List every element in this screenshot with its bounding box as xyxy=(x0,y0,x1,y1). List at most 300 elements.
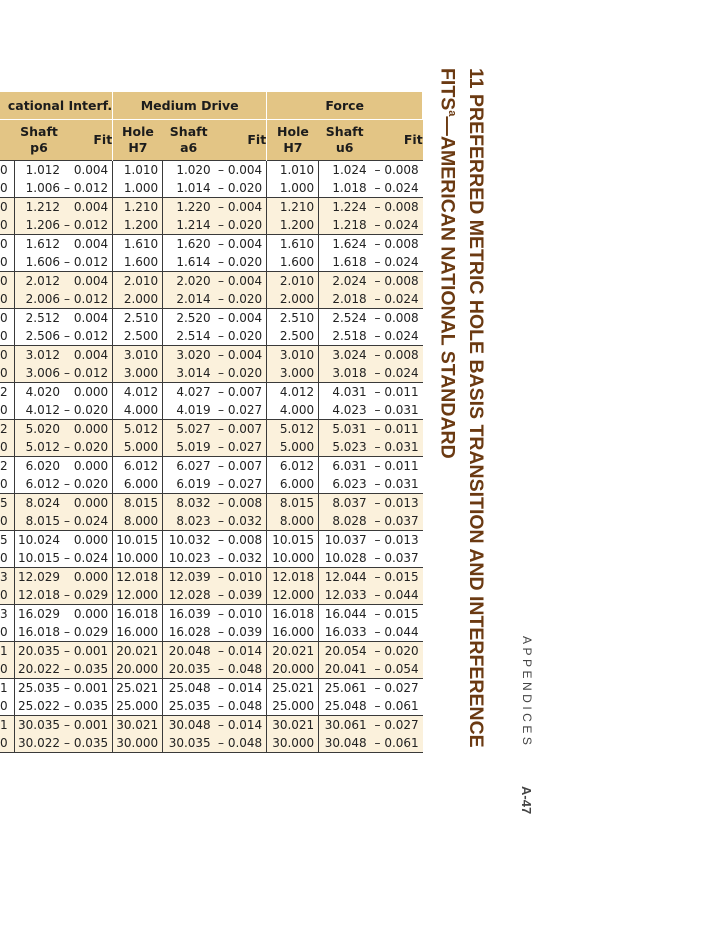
table-cell: 1.210 xyxy=(113,198,163,217)
table-cell: 3.010 xyxy=(267,346,319,365)
table-cell: 10.015 xyxy=(267,531,319,550)
table-cell: 0.004 xyxy=(64,161,113,180)
table-cell: 0 xyxy=(0,625,8,639)
table-cell: 6.000 xyxy=(113,475,163,494)
table-cell: 1.600 xyxy=(267,253,319,272)
table-cell: – 0.008 xyxy=(371,235,423,254)
table-row xyxy=(0,679,423,698)
table-cell: 0 xyxy=(0,329,8,343)
table-cell: 5.019 xyxy=(163,438,215,457)
table-cell: 0.000 xyxy=(64,457,113,476)
table-cell: 8.000 xyxy=(267,512,319,531)
table-cell: 1.612 xyxy=(14,235,64,254)
table-cell: 12.033 xyxy=(319,586,371,605)
table-cell: 25.048 xyxy=(319,697,371,716)
table-cell: 3.018 xyxy=(319,364,371,383)
table-cell: 0 xyxy=(0,181,8,195)
table-cell: – 0.027 xyxy=(215,438,267,457)
table-cell: 16.000 xyxy=(113,623,163,642)
table-cell: 0 xyxy=(0,255,8,269)
table-cell: 25.000 xyxy=(113,697,163,716)
table-row xyxy=(0,586,423,605)
col-header-shaft-u6: Shaft u6 xyxy=(319,120,371,161)
table-cell: 0.004 xyxy=(64,309,113,328)
table-cell: 20.021 xyxy=(267,642,319,661)
table-cell: 0.004 xyxy=(64,346,113,365)
table-row xyxy=(0,327,423,346)
table-cell: 25.021 xyxy=(267,679,319,698)
table-cell: – 0.008 xyxy=(371,346,423,365)
table-cell: 6.019 xyxy=(163,475,215,494)
table-cell: 1.010 xyxy=(113,161,163,180)
table-cell: 25.061 xyxy=(319,679,371,698)
group-medium-drive: Medium Drive xyxy=(113,92,267,120)
table-cell: 2.500 xyxy=(267,327,319,346)
table-cell: – 0.020 xyxy=(64,403,109,417)
table-cell: 25.021 xyxy=(113,679,163,698)
table-cell: 0 xyxy=(0,364,14,383)
table-cell: – 0.048 xyxy=(218,699,263,713)
table-cell: 16.000 xyxy=(267,623,319,642)
table-cell: – 0.012 xyxy=(64,290,113,309)
table-cell: 30.000 xyxy=(267,734,319,753)
table-cell: 1.620 xyxy=(163,235,215,254)
table-cell: 5.000 xyxy=(113,438,163,457)
table-cell: 0.000 xyxy=(64,494,113,513)
table-cell: 8.015 xyxy=(267,494,319,513)
table-cell: 10.037 xyxy=(319,531,371,550)
table-cell: 2.524 xyxy=(319,309,371,328)
table-cell: 30.021 xyxy=(113,716,163,735)
table-cell: 0 xyxy=(0,512,14,531)
table-cell: – 0.037 xyxy=(374,551,419,565)
table-cell: – 0.004 xyxy=(215,198,267,217)
table-cell: – 0.014 xyxy=(215,642,267,661)
table-cell: 25.048 xyxy=(163,679,215,698)
table-cell: 30.000 xyxy=(113,734,163,753)
col-header-shaft-p6: Shaft p6 xyxy=(14,120,64,161)
table-cell: 20.048 xyxy=(163,642,215,661)
column-header-row xyxy=(0,120,423,161)
table-row xyxy=(0,568,423,587)
table-cell: 6.020 xyxy=(14,457,64,476)
table-row xyxy=(0,235,423,254)
table-cell: 10.023 xyxy=(163,549,215,568)
table-cell: – 0.024 xyxy=(371,364,423,383)
table-cell: 4.012 xyxy=(267,383,319,402)
table-cell: – 0.015 xyxy=(371,568,423,587)
table-cell: – 0.012 xyxy=(64,255,109,269)
table-cell: – 0.048 xyxy=(215,660,267,679)
fits-table xyxy=(0,92,423,753)
table-cell: 5.020 xyxy=(14,420,64,439)
table-cell: 16.018 xyxy=(267,605,319,624)
table-cell: 6.012 xyxy=(113,457,163,476)
table-cell: – 0.004 xyxy=(215,235,267,254)
table-cell: 4.023 xyxy=(319,401,371,420)
table-cell: – 0.024 xyxy=(371,290,423,309)
table-cell: – 0.031 xyxy=(374,477,419,491)
table-cell: 2.018 xyxy=(319,290,371,309)
table-cell: 0 xyxy=(0,290,14,309)
table-cell: – 0.015 xyxy=(371,605,423,624)
table-cell: 1.624 xyxy=(319,235,371,254)
table-row xyxy=(0,697,423,716)
table-cell: – 0.027 xyxy=(218,477,263,491)
table-cell: 3.024 xyxy=(319,346,371,365)
table-cell: 2 xyxy=(0,383,14,402)
table-cell: – 0.004 xyxy=(215,309,267,328)
table-cell: 12.029 xyxy=(14,568,64,587)
table-cell: 2.024 xyxy=(319,272,371,291)
table-row xyxy=(0,642,423,661)
table-cell: 1.200 xyxy=(113,216,163,235)
table-cell: 3.010 xyxy=(113,346,163,365)
group-header-row xyxy=(0,92,423,120)
table-row xyxy=(0,623,423,642)
table-cell: 5.012 xyxy=(267,420,319,439)
table-cell: 1.000 xyxy=(113,179,163,198)
table-cell: 5.000 xyxy=(267,438,319,457)
table-cell: 25.022 xyxy=(14,697,64,716)
table-cell: 4.012 xyxy=(113,383,163,402)
table-row xyxy=(0,531,423,550)
table-cell: – 0.020 xyxy=(218,181,263,195)
table-cell: 16.018 xyxy=(113,605,163,624)
table-cell: 4.019 xyxy=(163,401,215,420)
table-cell: 2.514 xyxy=(163,327,215,346)
table-cell: – 0.004 xyxy=(215,161,267,180)
table-cell: – 0.039 xyxy=(215,586,267,605)
table-cell: 20.021 xyxy=(113,642,163,661)
table-row xyxy=(0,716,423,735)
table-cell: 30.048 xyxy=(163,716,215,735)
table-cell: – 0.035 xyxy=(64,660,113,679)
table-cell: 1.014 xyxy=(163,179,215,198)
table-cell: 2.014 xyxy=(163,290,215,309)
table-cell: – 0.024 xyxy=(64,512,113,531)
table-cell: 1.220 xyxy=(163,198,215,217)
table-cell: 6.027 xyxy=(163,457,215,476)
table-cell: 1.012 xyxy=(14,161,64,180)
table-cell: 1.210 xyxy=(267,198,319,217)
table-cell: – 0.008 xyxy=(371,198,423,217)
table-cell: 1.214 xyxy=(163,216,215,235)
col-header-shaft-a6: Shaft a6 xyxy=(163,120,215,161)
table-cell: – 0.010 xyxy=(215,605,267,624)
table-cell: 1.200 xyxy=(267,216,319,235)
table-cell: 3.006 xyxy=(14,364,64,383)
table-cell: 6.023 xyxy=(319,475,371,494)
table-row xyxy=(0,475,423,494)
table-cell: – 0.035 xyxy=(64,734,113,753)
table-cell: 0.000 xyxy=(64,383,113,402)
table-cell: 2.020 xyxy=(163,272,215,291)
table-cell: 2.520 xyxy=(163,309,215,328)
table-row xyxy=(0,364,423,383)
table-cell: – 0.014 xyxy=(215,716,267,735)
table-cell: 3.000 xyxy=(113,364,163,383)
table-cell: 0 xyxy=(0,161,14,180)
table-cell: 20.035 xyxy=(14,642,64,661)
table-cell: 8.023 xyxy=(163,512,215,531)
table-row xyxy=(0,605,423,624)
table-cell: 2 xyxy=(0,420,14,439)
table-cell: 10.000 xyxy=(113,549,163,568)
table-title xyxy=(436,68,489,768)
table-cell: 1.606 xyxy=(14,253,64,272)
table-cell: 1 xyxy=(0,642,14,661)
table-cell: 1.020 xyxy=(163,161,215,180)
table-cell: 5 xyxy=(0,531,14,550)
col-header-fit: Fit xyxy=(64,120,113,161)
table-cell: 25.035 xyxy=(14,679,64,698)
table-cell: – 0.014 xyxy=(215,679,267,698)
table-cell: 1.600 xyxy=(113,253,163,272)
table-cell: – 0.020 xyxy=(64,438,113,457)
table-cell: 2.500 xyxy=(113,327,163,346)
table-cell: 0.000 xyxy=(64,568,113,587)
table-cell: 30.035 xyxy=(163,734,215,753)
table-cell: – 0.004 xyxy=(215,272,267,291)
table-cell: 1.618 xyxy=(319,253,371,272)
col-header-hole-h7: Hole H7 xyxy=(113,120,163,161)
table-cell: 2.000 xyxy=(267,290,319,309)
table-cell: 4.012 xyxy=(14,401,64,420)
table-cell: 8.024 xyxy=(14,494,64,513)
table-cell: 5.023 xyxy=(319,438,371,457)
table-cell: 12.028 xyxy=(163,586,215,605)
table-cell: – 0.024 xyxy=(374,181,419,195)
table-cell: 0.004 xyxy=(64,198,113,217)
table-cell: 2.010 xyxy=(113,272,163,291)
table-cell: 10.032 xyxy=(163,531,215,550)
table-cell: 8.032 xyxy=(163,494,215,513)
table-cell: 20.000 xyxy=(113,660,163,679)
table-cell: – 0.001 xyxy=(64,642,113,661)
table-cell: 30.061 xyxy=(319,716,371,735)
table-cell: 4.031 xyxy=(319,383,371,402)
table-cell: 25.035 xyxy=(163,697,215,716)
table-cell: 0.000 xyxy=(64,531,113,550)
table-cell: 4.020 xyxy=(14,383,64,402)
table-row xyxy=(0,401,423,420)
group-force: Force xyxy=(267,92,423,120)
table-cell: 1 xyxy=(0,716,14,735)
table-cell: – 0.020 xyxy=(218,329,263,343)
table-cell: 20.054 xyxy=(319,642,371,661)
table-cell: 0 xyxy=(0,403,8,417)
table-cell: 2.010 xyxy=(267,272,319,291)
table-cell: 4.000 xyxy=(267,401,319,420)
table-cell: 1.610 xyxy=(113,235,163,254)
table-cell: 12.039 xyxy=(163,568,215,587)
table-cell: 12.018 xyxy=(113,568,163,587)
table-cell: 1.610 xyxy=(267,235,319,254)
col-header-fit: Fit xyxy=(371,120,423,161)
table-cell: 12.000 xyxy=(113,586,163,605)
table-cell: – 0.008 xyxy=(215,494,267,513)
table-cell: – 0.020 xyxy=(64,477,109,491)
table-row xyxy=(0,179,423,198)
table-cell: – 0.044 xyxy=(371,586,423,605)
table-row xyxy=(0,198,423,217)
table-cell: 0 xyxy=(0,198,14,217)
table-cell: 25.000 xyxy=(267,697,319,716)
table-row xyxy=(0,290,423,309)
table-row xyxy=(0,549,423,568)
table-cell: 20.000 xyxy=(267,660,319,679)
table-cell: 3.014 xyxy=(163,364,215,383)
table-row xyxy=(0,216,423,235)
fits-table-body xyxy=(0,161,423,753)
table-cell: 2.506 xyxy=(14,327,64,346)
table-cell: 0 xyxy=(0,438,14,457)
table-cell: 0 xyxy=(0,586,14,605)
table-cell: 1.218 xyxy=(319,216,371,235)
table-cell: 2 xyxy=(0,457,14,476)
table-cell: 3 xyxy=(0,605,14,624)
table-cell: 8.015 xyxy=(113,494,163,513)
table-cell: 0 xyxy=(0,309,14,328)
table-cell: 1.206 xyxy=(14,216,64,235)
table-row xyxy=(0,494,423,513)
table-cell: 5 xyxy=(0,494,14,513)
table-row xyxy=(0,383,423,402)
table-cell: 10.024 xyxy=(14,531,64,550)
table-row xyxy=(0,253,423,272)
table-cell: 5.027 xyxy=(163,420,215,439)
table-cell: 2.006 xyxy=(14,290,64,309)
table-cell: 0.000 xyxy=(64,420,113,439)
table-cell: 3 xyxy=(0,568,14,587)
table-cell: 2.012 xyxy=(14,272,64,291)
table-cell: 1.024 xyxy=(319,161,371,180)
table-cell: – 0.001 xyxy=(64,679,113,698)
table-cell: 6.012 xyxy=(14,475,64,494)
table-cell: 2.518 xyxy=(319,327,371,346)
table-cell: – 0.020 xyxy=(371,642,423,661)
table-cell: 16.018 xyxy=(14,623,64,642)
table-cell: 1.000 xyxy=(267,179,319,198)
table-cell: 5.031 xyxy=(319,420,371,439)
table-cell: 6.012 xyxy=(267,457,319,476)
table-row xyxy=(0,420,423,439)
table-cell: – 0.044 xyxy=(374,625,419,639)
running-head: APPENDICES xyxy=(520,636,534,749)
table-cell: – 0.054 xyxy=(371,660,423,679)
table-cell: 0 xyxy=(0,699,8,713)
table-cell: 5.012 xyxy=(14,438,64,457)
table-cell: – 0.032 xyxy=(218,551,263,565)
table-cell: – 0.032 xyxy=(215,512,267,531)
table-cell: 30.035 xyxy=(14,716,64,735)
table-cell: 0 xyxy=(0,660,14,679)
table-cell: – 0.012 xyxy=(64,181,109,195)
table-cell: – 0.037 xyxy=(371,512,423,531)
table-cell: 10.000 xyxy=(267,549,319,568)
table-cell: 8.015 xyxy=(14,512,64,531)
table-row xyxy=(0,346,423,365)
table-cell: – 0.007 xyxy=(215,383,267,402)
table-row xyxy=(0,457,423,476)
table-cell: – 0.001 xyxy=(64,716,113,735)
table-cell: – 0.007 xyxy=(215,420,267,439)
table-cell: 2.512 xyxy=(14,309,64,328)
table-cell: 8.000 xyxy=(113,512,163,531)
table-title-line-1: 11 PREFERRED METRIC HOLE BASIS TRANSITION AND INTERFERENCE xyxy=(465,68,487,748)
table-cell: 16.044 xyxy=(319,605,371,624)
group-locational-interference: cational Interf. xyxy=(0,92,113,120)
table-row xyxy=(0,161,423,180)
table-cell: 0.004 xyxy=(64,235,113,254)
table-cell: – 0.061 xyxy=(371,734,423,753)
table-cell: 3.000 xyxy=(267,364,319,383)
table-cell: – 0.035 xyxy=(64,699,109,713)
table-cell: 2.510 xyxy=(113,309,163,328)
table-cell: 0 xyxy=(0,477,8,491)
table-cell: – 0.048 xyxy=(215,734,267,753)
table-cell: 0 xyxy=(0,346,14,365)
table-cell: 30.022 xyxy=(14,734,64,753)
table-cell: 20.041 xyxy=(319,660,371,679)
table-cell: 1.614 xyxy=(163,253,215,272)
table-cell: – 0.027 xyxy=(218,403,263,417)
table-cell: 0 xyxy=(0,272,14,291)
table-cell: 20.022 xyxy=(14,660,64,679)
table-cell: 1.006 xyxy=(14,179,64,198)
table-cell: 3.020 xyxy=(163,346,215,365)
table-cell: – 0.012 xyxy=(64,216,113,235)
table-cell: 30.048 xyxy=(319,734,371,753)
table-row xyxy=(0,734,423,753)
table-cell: – 0.031 xyxy=(374,403,419,417)
table-cell: 3.012 xyxy=(14,346,64,365)
table-row xyxy=(0,272,423,291)
table-cell: 12.018 xyxy=(267,568,319,587)
page-number: A-47 xyxy=(519,786,534,815)
table-row xyxy=(0,309,423,328)
table-cell: 0 xyxy=(0,551,8,565)
table-cell: 1.212 xyxy=(14,198,64,217)
table-cell: – 0.061 xyxy=(374,699,419,713)
table-cell: 8.037 xyxy=(319,494,371,513)
table-cell: 1.010 xyxy=(267,161,319,180)
table-cell: 16.033 xyxy=(319,623,371,642)
table-cell: 0.000 xyxy=(64,605,113,624)
table-cell: – 0.011 xyxy=(371,420,423,439)
table-cell: – 0.020 xyxy=(215,290,267,309)
table-cell: – 0.013 xyxy=(371,531,423,550)
col-header-edge xyxy=(0,120,14,161)
table-cell: 16.029 xyxy=(14,605,64,624)
table-cell: – 0.020 xyxy=(218,255,263,269)
table-cell: 10.028 xyxy=(319,549,371,568)
table-row xyxy=(0,512,423,531)
table-cell: 0 xyxy=(0,734,14,753)
table-cell: 6.031 xyxy=(319,457,371,476)
table-cell: 0 xyxy=(0,216,14,235)
table-cell: – 0.020 xyxy=(215,216,267,235)
table-cell: – 0.012 xyxy=(64,329,109,343)
table-row xyxy=(0,660,423,679)
table-cell: – 0.031 xyxy=(371,438,423,457)
table-cell: – 0.008 xyxy=(371,272,423,291)
table-cell: – 0.029 xyxy=(64,586,113,605)
table-cell: 12.000 xyxy=(267,586,319,605)
table-cell: – 0.007 xyxy=(215,457,267,476)
table-cell: 10.015 xyxy=(113,531,163,550)
